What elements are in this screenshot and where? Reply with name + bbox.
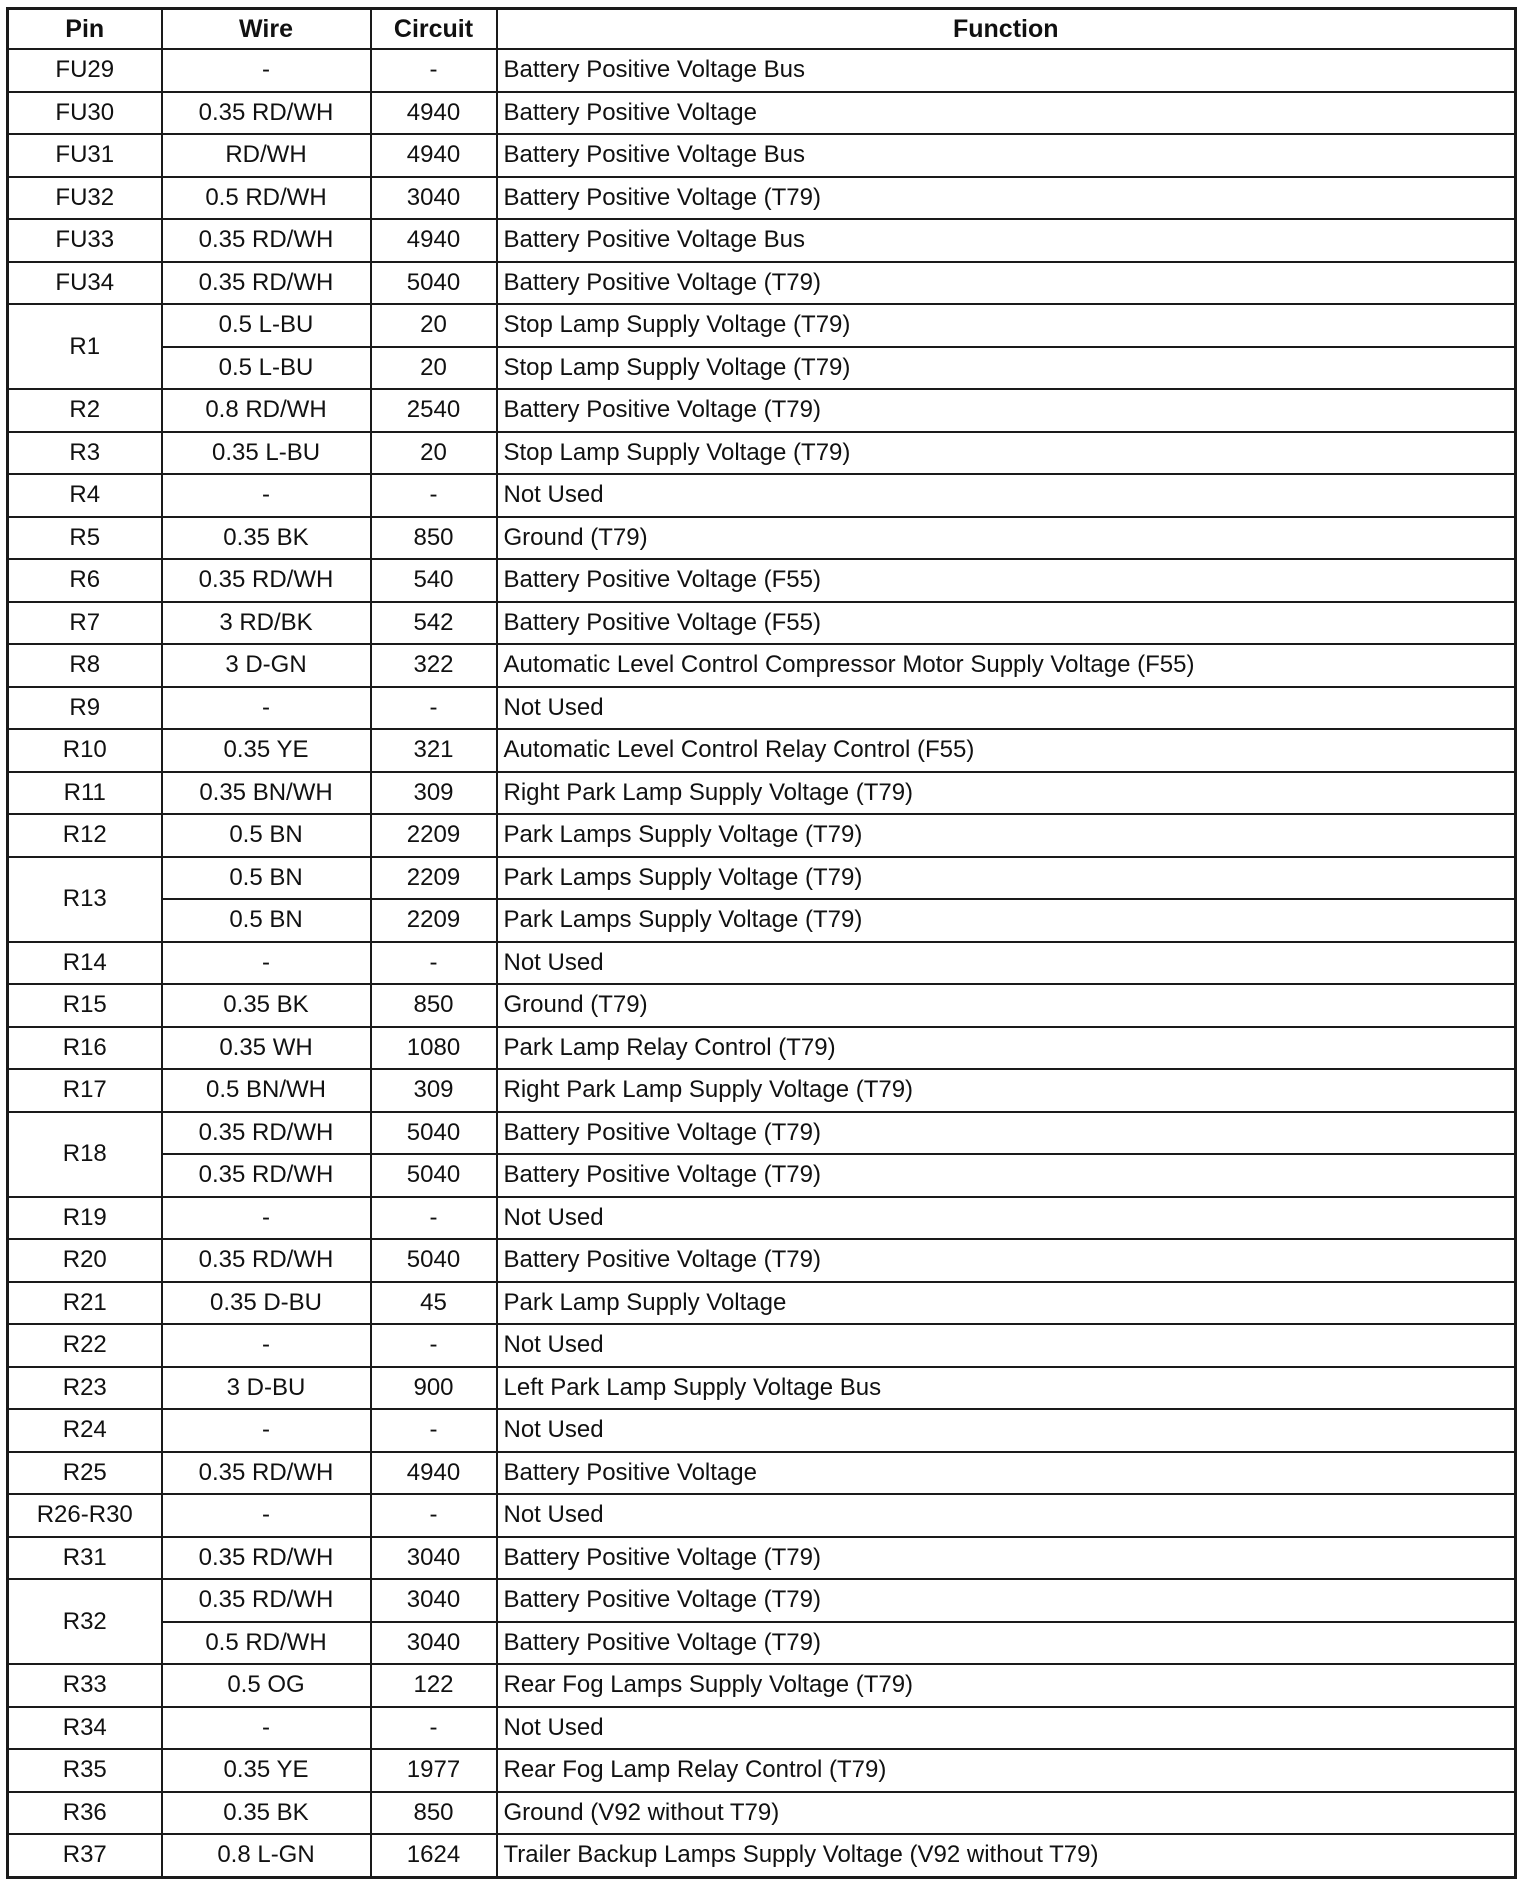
cell-function: Right Park Lamp Supply Voltage (T79) [497, 1069, 1516, 1112]
cell-circuit: - [371, 687, 497, 730]
cell-pin: R19 [8, 1197, 162, 1240]
cell-function: Battery Positive Voltage (T79) [497, 1154, 1516, 1197]
cell-circuit: 2209 [371, 857, 497, 900]
cell-wire: 0.35 BN/WH [162, 772, 371, 815]
cell-circuit: - [371, 1707, 497, 1750]
cell-circuit: 4940 [371, 219, 497, 262]
cell-function: Park Lamp Supply Voltage [497, 1282, 1516, 1325]
table-row [8, 814, 1516, 857]
cell-wire: 0.35 D-BU [162, 1282, 371, 1325]
cell-wire: RD/WH [162, 134, 371, 177]
cell-pin: R2 [8, 389, 162, 432]
cell-wire: - [162, 687, 371, 730]
cell-function: Trailer Backup Lamps Supply Voltage (V92 without T79) [497, 1834, 1516, 1877]
table-row [8, 899, 1516, 942]
cell-function: Ground (T79) [497, 517, 1516, 560]
cell-circuit: 45 [371, 1282, 497, 1325]
table-row [8, 177, 1516, 220]
cell-function: Battery Positive Voltage (T79) [497, 1112, 1516, 1155]
table-row [8, 92, 1516, 135]
cell-pin: R25 [8, 1452, 162, 1495]
cell-function: Battery Positive Voltage (T79) [497, 1579, 1516, 1622]
cell-wire: 0.5 BN [162, 899, 371, 942]
table-row [8, 1409, 1516, 1452]
cell-function: Battery Positive Voltage (T79) [497, 1537, 1516, 1580]
cell-function: Not Used [497, 1409, 1516, 1452]
cell-function: Stop Lamp Supply Voltage (T79) [497, 347, 1516, 390]
cell-function: Battery Positive Voltage (T79) [497, 1622, 1516, 1665]
table-row [8, 1239, 1516, 1282]
cell-pin: FU34 [8, 262, 162, 305]
cell-pin: R8 [8, 644, 162, 687]
cell-function: Left Park Lamp Supply Voltage Bus [497, 1367, 1516, 1410]
cell-pin: FU30 [8, 92, 162, 135]
cell-circuit: 321 [371, 729, 497, 772]
cell-circuit: 4940 [371, 1452, 497, 1495]
cell-circuit: - [371, 1409, 497, 1452]
cell-circuit: 309 [371, 1069, 497, 1112]
cell-circuit: 20 [371, 432, 497, 475]
cell-circuit: 5040 [371, 262, 497, 305]
cell-pin: FU33 [8, 219, 162, 262]
cell-pin: R5 [8, 517, 162, 560]
cell-circuit: 5040 [371, 1239, 497, 1282]
cell-circuit: 850 [371, 1792, 497, 1835]
cell-pin: R32 [8, 1579, 162, 1664]
cell-wire: 0.35 RD/WH [162, 1537, 371, 1580]
cell-wire: 0.35 RD/WH [162, 1239, 371, 1282]
cell-wire: - [162, 942, 371, 985]
table-row [8, 1792, 1516, 1835]
cell-function: Battery Positive Voltage (F55) [497, 602, 1516, 645]
cell-function: Battery Positive Voltage (T79) [497, 262, 1516, 305]
cell-function: Not Used [497, 942, 1516, 985]
table-row [8, 304, 1516, 347]
cell-pin: R7 [8, 602, 162, 645]
header-function: Function [497, 9, 1516, 50]
table-row [8, 517, 1516, 560]
table-row [8, 1367, 1516, 1410]
table-row [8, 49, 1516, 92]
cell-pin: FU32 [8, 177, 162, 220]
cell-pin: R21 [8, 1282, 162, 1325]
cell-circuit: 900 [371, 1367, 497, 1410]
cell-circuit: 540 [371, 559, 497, 602]
cell-wire: 0.35 YE [162, 729, 371, 772]
table-row [8, 1622, 1516, 1665]
cell-function: Battery Positive Voltage (T79) [497, 177, 1516, 220]
cell-circuit: - [371, 1197, 497, 1240]
cell-wire: 0.35 BK [162, 984, 371, 1027]
table-row [8, 1112, 1516, 1155]
cell-pin: R36 [8, 1792, 162, 1835]
table-row [8, 942, 1516, 985]
cell-wire: 0.35 RD/WH [162, 1112, 371, 1155]
table-row [8, 389, 1516, 432]
cell-wire: 3 D-BU [162, 1367, 371, 1410]
table-row [8, 1707, 1516, 1750]
cell-function: Rear Fog Lamp Relay Control (T79) [497, 1749, 1516, 1792]
cell-circuit: 3040 [371, 1537, 497, 1580]
cell-function: Not Used [497, 1707, 1516, 1750]
table-row [8, 1452, 1516, 1495]
cell-function: Battery Positive Voltage Bus [497, 49, 1516, 92]
table-row [8, 602, 1516, 645]
cell-function: Battery Positive Voltage [497, 92, 1516, 135]
cell-wire: 0.35 RD/WH [162, 1154, 371, 1197]
cell-wire: 0.8 RD/WH [162, 389, 371, 432]
pin-table [6, 7, 1517, 1879]
cell-pin: R37 [8, 1834, 162, 1877]
table-row [8, 347, 1516, 390]
cell-function: Battery Positive Voltage (F55) [497, 559, 1516, 602]
cell-wire: - [162, 1707, 371, 1750]
table-row [8, 1494, 1516, 1537]
cell-wire: 0.5 BN [162, 814, 371, 857]
header-circuit: Circuit [371, 9, 497, 50]
cell-circuit: 1977 [371, 1749, 497, 1792]
cell-circuit: - [371, 942, 497, 985]
cell-pin: R34 [8, 1707, 162, 1750]
cell-circuit: 309 [371, 772, 497, 815]
cell-circuit: - [371, 474, 497, 517]
cell-circuit: 4940 [371, 92, 497, 135]
cell-pin: R14 [8, 942, 162, 985]
header-pin: Pin [8, 9, 162, 50]
cell-circuit: 850 [371, 984, 497, 1027]
table-row [8, 644, 1516, 687]
table-row [8, 1537, 1516, 1580]
cell-function: Not Used [497, 687, 1516, 730]
cell-pin: R18 [8, 1112, 162, 1197]
cell-pin: R24 [8, 1409, 162, 1452]
cell-pin: R6 [8, 559, 162, 602]
cell-circuit: 1624 [371, 1834, 497, 1877]
cell-circuit: - [371, 1324, 497, 1367]
cell-function: Not Used [497, 1494, 1516, 1537]
table-row [8, 1324, 1516, 1367]
cell-pin: R17 [8, 1069, 162, 1112]
cell-function: Park Lamps Supply Voltage (T79) [497, 857, 1516, 900]
cell-wire: - [162, 474, 371, 517]
table-row [8, 432, 1516, 475]
cell-pin: R33 [8, 1664, 162, 1707]
table-row [8, 772, 1516, 815]
cell-wire: 0.35 BK [162, 517, 371, 560]
cell-pin: R12 [8, 814, 162, 857]
cell-pin: R11 [8, 772, 162, 815]
cell-function: Ground (T79) [497, 984, 1516, 1027]
cell-circuit: 20 [371, 304, 497, 347]
cell-pin: R22 [8, 1324, 162, 1367]
table-row [8, 1027, 1516, 1070]
cell-pin: R26-R30 [8, 1494, 162, 1537]
cell-circuit: 1080 [371, 1027, 497, 1070]
cell-pin: R13 [8, 857, 162, 942]
cell-circuit: 3040 [371, 1579, 497, 1622]
table-row [8, 1069, 1516, 1112]
table-row [8, 559, 1516, 602]
cell-function: Battery Positive Voltage [497, 1452, 1516, 1495]
cell-pin: R1 [8, 304, 162, 389]
cell-wire: 0.5 BN/WH [162, 1069, 371, 1112]
cell-pin: FU31 [8, 134, 162, 177]
cell-function: Park Lamps Supply Voltage (T79) [497, 814, 1516, 857]
cell-wire: 0.8 L-GN [162, 1834, 371, 1877]
table-row [8, 219, 1516, 262]
cell-wire: 0.5 RD/WH [162, 1622, 371, 1665]
cell-function: Park Lamps Supply Voltage (T79) [497, 899, 1516, 942]
cell-function: Park Lamp Relay Control (T79) [497, 1027, 1516, 1070]
table-row [8, 1749, 1516, 1792]
cell-wire: 0.35 RD/WH [162, 219, 371, 262]
table-row [8, 729, 1516, 772]
cell-wire: 0.35 WH [162, 1027, 371, 1070]
cell-wire: 0.35 BK [162, 1792, 371, 1835]
cell-circuit: - [371, 1494, 497, 1537]
cell-function: Battery Positive Voltage Bus [497, 134, 1516, 177]
cell-circuit: 3040 [371, 177, 497, 220]
cell-circuit: 2209 [371, 899, 497, 942]
cell-wire: 0.5 L-BU [162, 347, 371, 390]
cell-circuit: 3040 [371, 1622, 497, 1665]
cell-function: Right Park Lamp Supply Voltage (T79) [497, 772, 1516, 815]
cell-function: Battery Positive Voltage (T79) [497, 1239, 1516, 1282]
cell-function: Automatic Level Control Relay Control (F55) [497, 729, 1516, 772]
cell-wire: - [162, 1494, 371, 1537]
cell-function: Not Used [497, 1324, 1516, 1367]
cell-circuit: 20 [371, 347, 497, 390]
cell-function: Battery Positive Voltage Bus [497, 219, 1516, 262]
cell-wire: 0.35 RD/WH [162, 1452, 371, 1495]
table-row [8, 1834, 1516, 1877]
cell-circuit: 2209 [371, 814, 497, 857]
cell-pin: FU29 [8, 49, 162, 92]
table-header-row [8, 9, 1516, 50]
cell-wire: - [162, 49, 371, 92]
cell-wire: 0.35 RD/WH [162, 262, 371, 305]
cell-wire: 0.5 OG [162, 1664, 371, 1707]
cell-wire: 3 RD/BK [162, 602, 371, 645]
cell-pin: R15 [8, 984, 162, 1027]
cell-circuit: 322 [371, 644, 497, 687]
cell-pin: R16 [8, 1027, 162, 1070]
cell-pin: R35 [8, 1749, 162, 1792]
cell-circuit: 4940 [371, 134, 497, 177]
cell-pin: R31 [8, 1537, 162, 1580]
table-row [8, 134, 1516, 177]
header-wire: Wire [162, 9, 371, 50]
cell-circuit: 542 [371, 602, 497, 645]
cell-wire: 0.35 YE [162, 1749, 371, 1792]
cell-wire: - [162, 1197, 371, 1240]
table-row [8, 1197, 1516, 1240]
cell-function: Ground (V92 without T79) [497, 1792, 1516, 1835]
cell-circuit: 2540 [371, 389, 497, 432]
table-row [8, 857, 1516, 900]
table-row [8, 984, 1516, 1027]
cell-wire: 3 D-GN [162, 644, 371, 687]
table-row [8, 1664, 1516, 1707]
cell-wire: 0.35 RD/WH [162, 559, 371, 602]
cell-wire: - [162, 1409, 371, 1452]
cell-function: Not Used [497, 1197, 1516, 1240]
table-body [8, 49, 1516, 1877]
cell-function: Stop Lamp Supply Voltage (T79) [497, 304, 1516, 347]
table-row [8, 262, 1516, 305]
table-row [8, 1282, 1516, 1325]
cell-wire: 0.35 RD/WH [162, 1579, 371, 1622]
table-row [8, 474, 1516, 517]
cell-wire: - [162, 1324, 371, 1367]
cell-pin: R4 [8, 474, 162, 517]
cell-circuit: 5040 [371, 1112, 497, 1155]
cell-wire: 0.35 L-BU [162, 432, 371, 475]
cell-function: Not Used [497, 474, 1516, 517]
cell-wire: 0.35 RD/WH [162, 92, 371, 135]
cell-wire: 0.5 L-BU [162, 304, 371, 347]
cell-pin: R23 [8, 1367, 162, 1410]
cell-function: Stop Lamp Supply Voltage (T79) [497, 432, 1516, 475]
cell-wire: 0.5 RD/WH [162, 177, 371, 220]
table-row [8, 1579, 1516, 1622]
cell-function: Rear Fog Lamps Supply Voltage (T79) [497, 1664, 1516, 1707]
cell-function: Automatic Level Control Compressor Motor Supply Voltage (F55) [497, 644, 1516, 687]
cell-pin: R9 [8, 687, 162, 730]
cell-pin: R10 [8, 729, 162, 772]
table-row [8, 687, 1516, 730]
table-row [8, 1154, 1516, 1197]
cell-pin: R3 [8, 432, 162, 475]
cell-circuit: 850 [371, 517, 497, 560]
cell-circuit: - [371, 49, 497, 92]
cell-function: Battery Positive Voltage (T79) [497, 389, 1516, 432]
cell-wire: 0.5 BN [162, 857, 371, 900]
cell-circuit: 5040 [371, 1154, 497, 1197]
cell-circuit: 122 [371, 1664, 497, 1707]
cell-pin: R20 [8, 1239, 162, 1282]
